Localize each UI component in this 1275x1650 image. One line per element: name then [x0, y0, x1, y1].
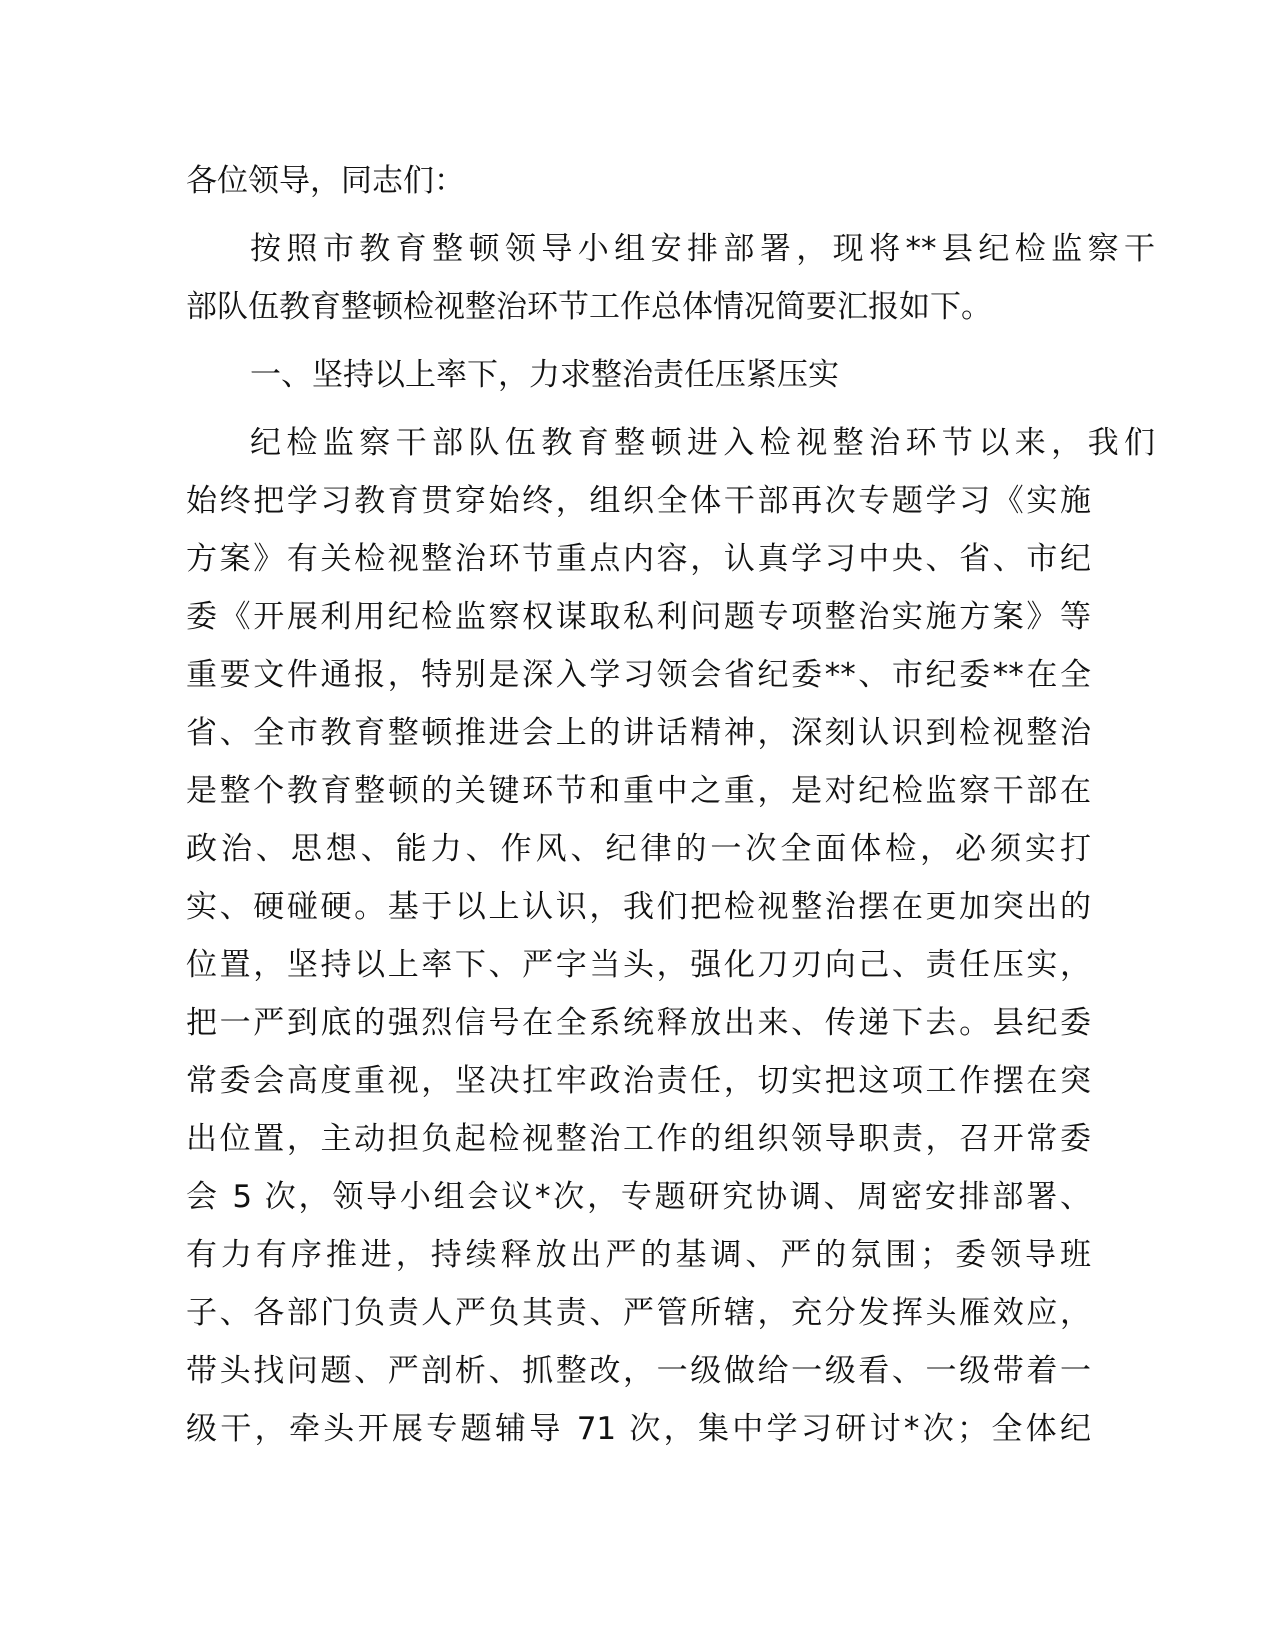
intro-line-1: 按照市教育整顿领导小组安排部署，现将**县纪检监察干	[250, 231, 1155, 267]
body-line: 有力有序推进，持续释放出严的基调、严的氛围；委领导班	[186, 1237, 1091, 1273]
intro-line-2: 部队伍教育整顿检视整治环节工作总体情况简要汇报如下。	[186, 289, 992, 325]
body-line: 把一严到底的强烈信号在全系统释放出来、传递下去。县纪委	[186, 1005, 1091, 1041]
body-line: 位置，坚持以上率下、严字当头，强化刀刃向己、责任压实，	[186, 947, 1091, 983]
body-line: 始终把学习教育贯穿始终，组织全体干部再次专题学习《实施	[186, 483, 1091, 519]
body-line: 常委会高度重视，坚决扛牢政治责任，切实把这项工作摆在突	[186, 1063, 1091, 1099]
body-line: 政治、思想、能力、作风、纪律的一次全面体检，必须实打	[186, 831, 1091, 867]
body-line: 是整个教育整顿的关键环节和重中之重，是对纪检监察干部在	[186, 773, 1091, 809]
body-line: 重要文件通报，特别是深入学习领会省纪委**、市纪委**在全	[186, 657, 1091, 693]
section-heading: 一、坚持以上率下，力求整治责任压紧压实	[250, 357, 839, 393]
body-line: 委《开展利用纪检监察权谋取私利问题专项整治实施方案》等	[186, 599, 1091, 635]
body-line: 带头找问题、严剖析、抓整改，一级做给一级看、一级带着一	[186, 1353, 1091, 1389]
body-line: 纪检监察干部队伍教育整顿进入检视整治环节以来，我们	[250, 425, 1155, 461]
body-line: 子、各部门负责人严负其责、严管所辖，充分发挥头雁效应，	[186, 1295, 1091, 1331]
body-line: 省、全市教育整顿推进会上的讲话精神，深刻认识到检视整治	[186, 715, 1091, 751]
salutation: 各位领导，同志们：	[186, 163, 465, 199]
body-line: 级干，牵头开展专题辅导 71 次，集中学习研讨*次；全体纪	[186, 1411, 1091, 1447]
paragraph-gap	[186, 336, 1091, 346]
body-line: 实、硬碰硬。基于以上认识，我们把检视整治摆在更加突出的	[186, 889, 1091, 925]
body-line: 出位置，主动担负起检视整治工作的组织领导职责，召开常委	[186, 1121, 1091, 1157]
paragraph-gap	[186, 404, 1091, 414]
paragraph-gap	[186, 210, 1091, 220]
document-body	[186, 152, 1155, 1458]
body-line: 方案》有关检视整治环节重点内容，认真学习中央、省、市纪	[186, 541, 1091, 577]
body-line: 会 5 次，领导小组会议*次，专题研究协调、周密安排部署、	[186, 1179, 1091, 1215]
